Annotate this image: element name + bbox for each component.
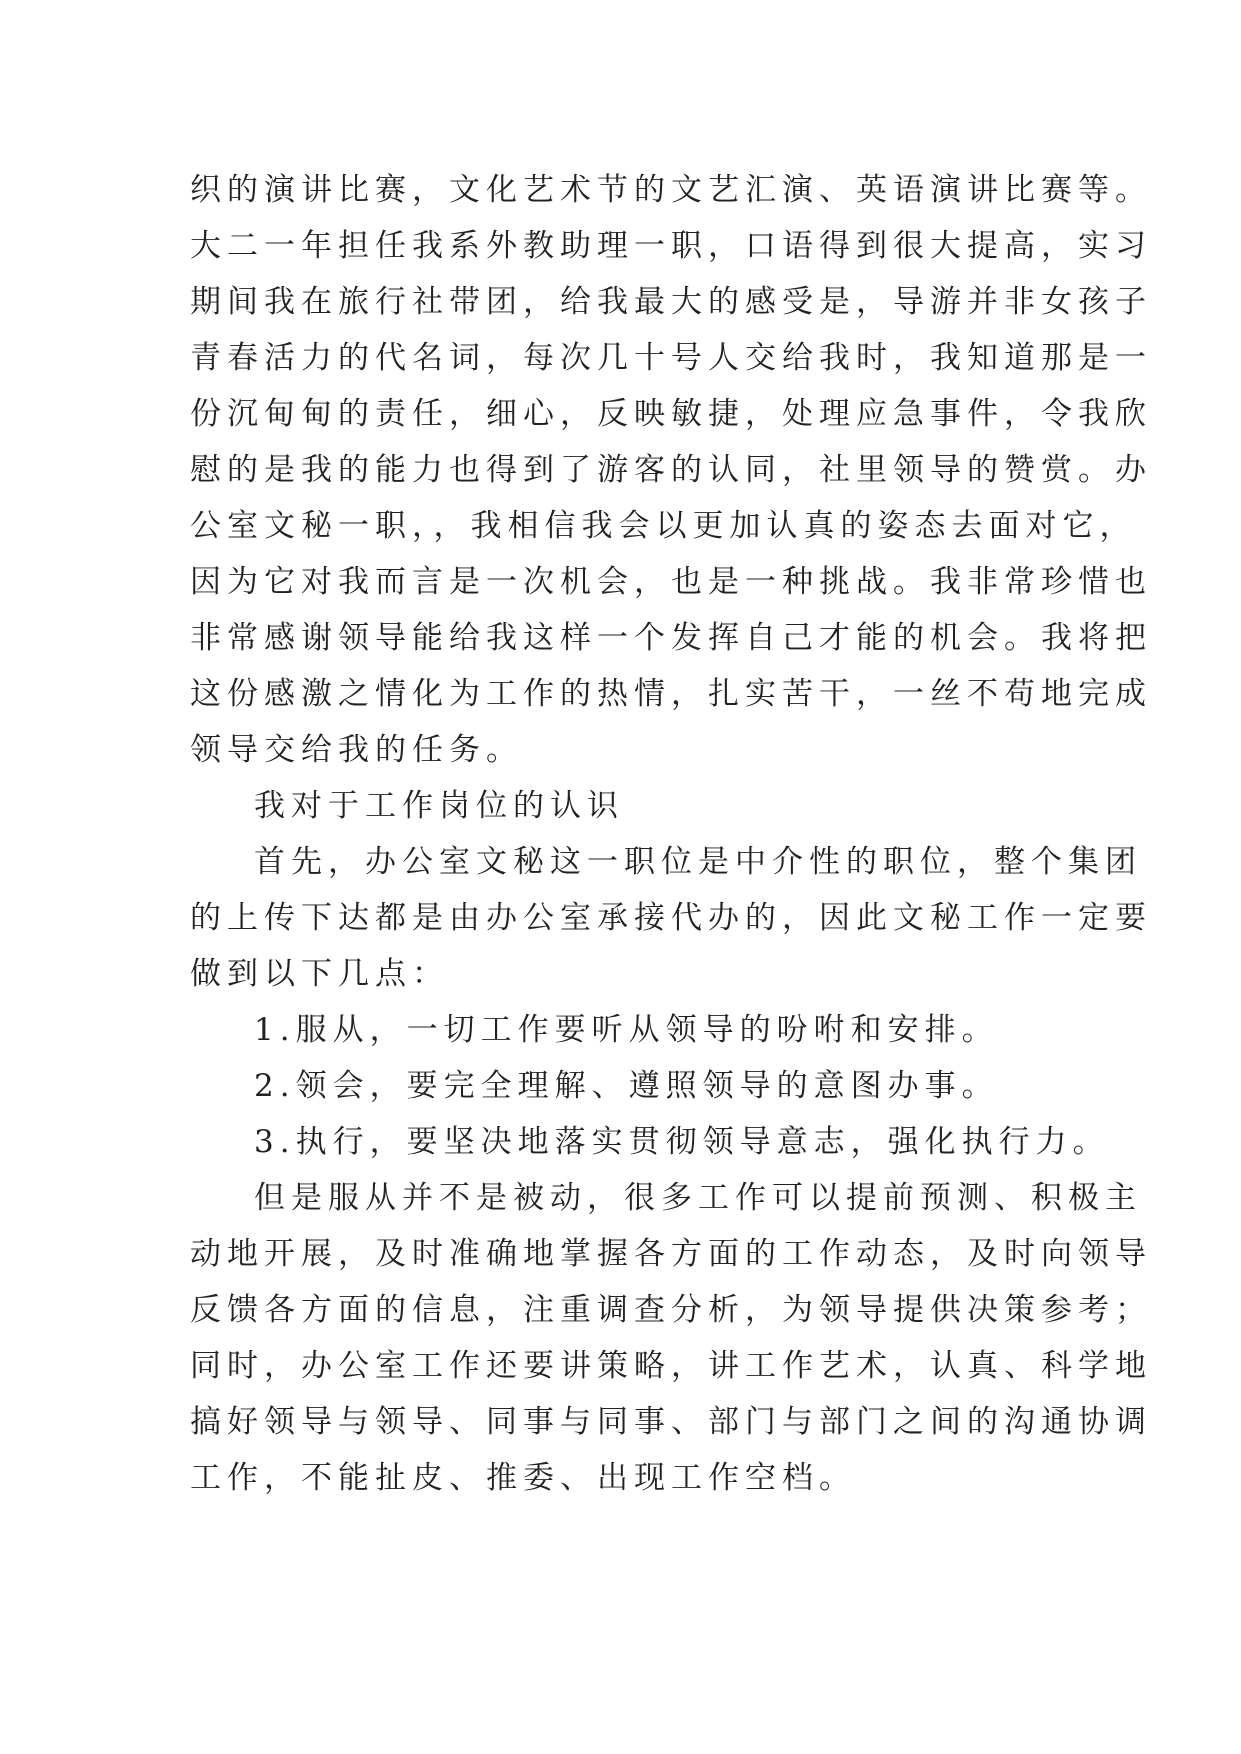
paragraph-start: 首先，办公室文秘这一职位是中介性的职位，整个集团 [254,844,1142,880]
list-item: 1.服从，一切工作要听从领导的吩咐和安排。 [254,1012,999,1048]
text-line: 公室文秘一职，，我相信我会以更加认真的姿态去面对它， [190,508,1137,544]
text-line: 这份感激之情化为工作的热情，扎实苦干，一丝不苟地完成 [190,676,1152,712]
text-line: 因为它对我而言是一次机会，也是一种挑战。我非常珍惜也 [190,564,1152,600]
paragraph-start: 但是服从并不是被动，很多工作可以提前预测、积极主 [254,1180,1142,1216]
text-line: 青春活力的代名词，每次几十号人交给我时，我知道那是一 [190,340,1152,376]
text-line: 期间我在旅行社带团，给我最大的感受是，导游并非女孩子 [190,284,1152,320]
document-body [190,162,1152,1506]
list-item: 2.领会，要完全理解、遵照领导的意图办事。 [254,1068,999,1104]
text-line: 工作，不能扯皮、推委、出现工作空档。 [190,1460,856,1496]
list-item: 3.执行，要坚决地落实贯彻领导意志，强化执行力。 [254,1124,1110,1160]
text-line: 慰的是我的能力也得到了游客的认同，社里领导的赞赏。办 [190,452,1152,488]
text-line: 织的演讲比赛，文化艺术节的文艺汇演、英语演讲比赛等。 [190,172,1152,208]
text-line: 同时，办公室工作还要讲策略，讲工作艺术，认真、科学地 [190,1348,1152,1384]
text-line: 的上传下达都是由办公室承接代办的，因此文秘工作一定要 [190,900,1152,936]
text-line: 非常感谢领导能给我这样一个发挥自己才能的机会。我将把 [190,620,1152,656]
text-line: 大二一年担任我系外教助理一职，口语得到很大提高，实习 [190,228,1152,264]
text-line: 领导交给我的任务。 [190,732,523,768]
text-line: 做到以下几点： [190,956,449,992]
text-line: 搞好领导与领导、同事与同事、部门与部门之间的沟通协调 [190,1404,1152,1440]
text-line: 动地开展，及时准确地掌握各方面的工作动态，及时向领导 [190,1236,1152,1272]
section-heading: 我对于工作岗位的认识 [254,788,624,824]
text-line: 份沉甸甸的责任，细心，反映敏捷，处理应急事件，令我欣 [190,396,1152,432]
text-line: 反馈各方面的信息，注重调查分析，为领导提供决策参考； [190,1292,1152,1328]
